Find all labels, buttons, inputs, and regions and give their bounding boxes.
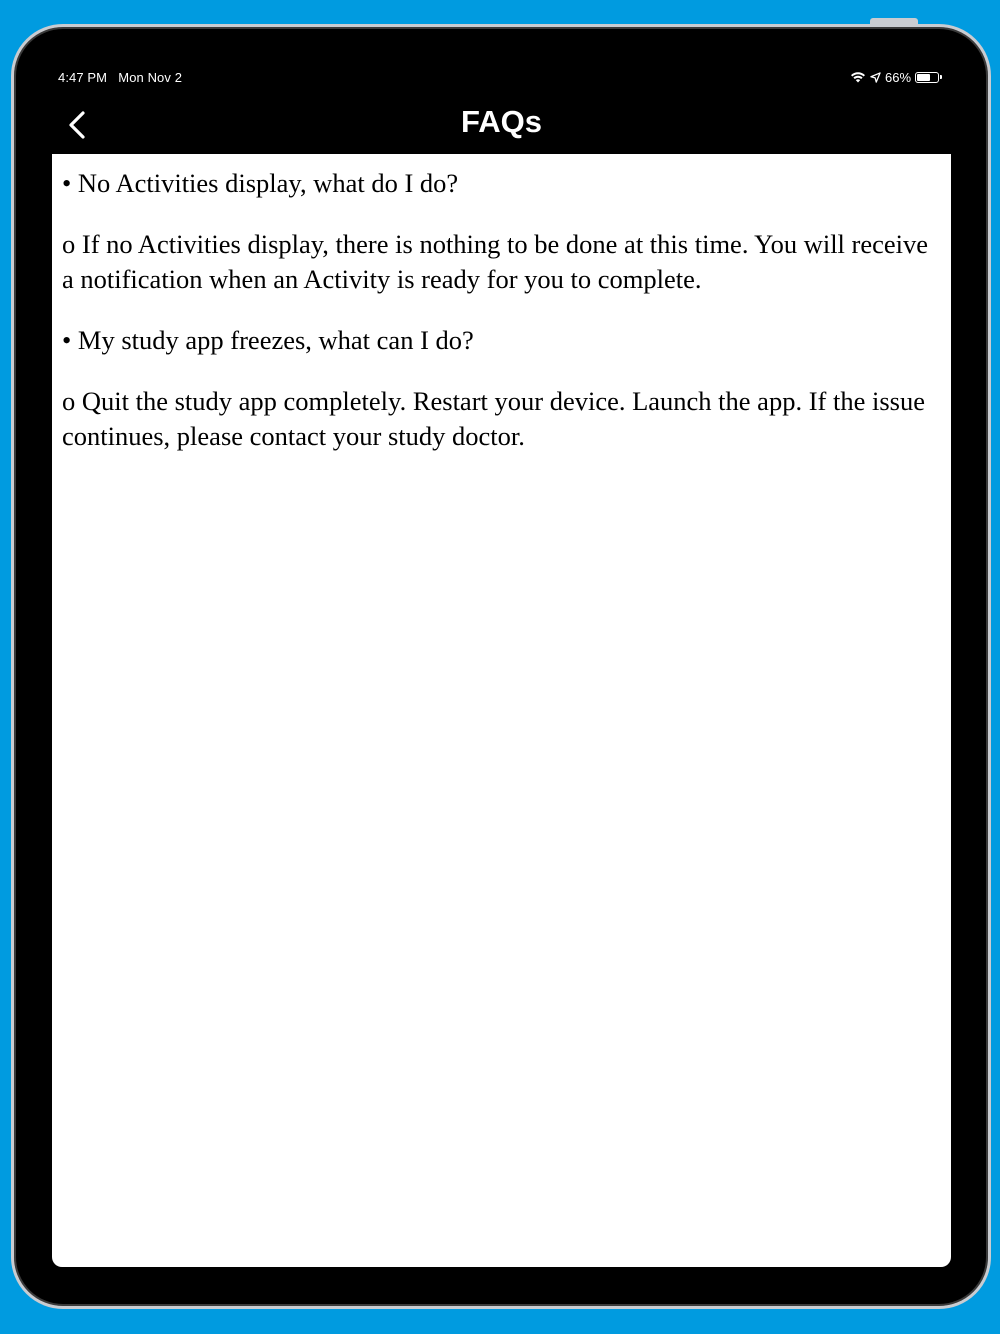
location-icon [870, 72, 881, 83]
faq-question: • My study app freezes, what can I do? [62, 325, 474, 355]
navigation-bar [52, 100, 951, 154]
wifi-icon [850, 71, 866, 83]
status-time: 4:47 PM [58, 70, 108, 85]
battery-percent: 66% [885, 69, 912, 85]
battery-nub [940, 75, 942, 79]
faq-answer: o Quit the study app completely. Restart your device. Launch the app. If the issue continues, please contact your study doctor. [62, 386, 925, 451]
status-date: Mon Nov 2 [118, 70, 183, 85]
faq-answer: o If no Activities display, there is nothing to be done at this time. You will receive a notification when an Activity is ready for you to complete. [62, 229, 929, 294]
back-button[interactable] [62, 108, 92, 142]
chevron-left-icon [68, 111, 86, 139]
battery-icon [915, 72, 939, 83]
status-indicators [850, 68, 942, 86]
page-title: FAQs [461, 104, 542, 139]
status-time-date [58, 70, 182, 85]
faq-content[interactable] [52, 154, 951, 1267]
faq-question: • No Activities display, what do I do? [62, 168, 459, 198]
battery-fill [917, 74, 930, 81]
